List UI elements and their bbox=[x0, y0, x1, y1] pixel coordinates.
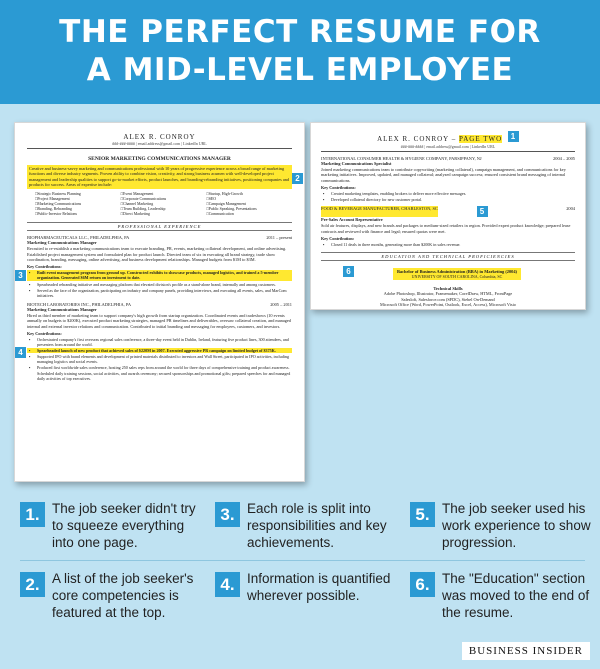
tip-item bbox=[410, 570, 595, 632]
divider bbox=[27, 148, 292, 149]
marker-1: 1 bbox=[508, 131, 519, 142]
job-description: Recruited to re-establish a marketing communications team to execute branding, PR, events, marketing collateral development, and online advertising. Established project management system and formulated plan for product launch. Directed team of six in executing all brand strategy, trade show coordination, branding, messaging, online advertising, and business development relationships. Managed budgets from $1M to $3M. bbox=[27, 246, 287, 262]
job-dates: 2005 – 2011 bbox=[270, 301, 292, 307]
competency-item: □ Startup, High-Growth bbox=[206, 192, 292, 197]
tip-text: Each role is split into responsibilities and key achievements. bbox=[247, 501, 387, 550]
resume-page-one bbox=[14, 122, 305, 482]
tip-number: 1. bbox=[20, 502, 45, 527]
bullet-text: Built event management program from ground up. Constructed exhibits to showcase products, managed logistics, and trained a 5-member organization. Generated $6M return on investment to date. bbox=[37, 270, 279, 281]
section-heading-education: EDUCATION AND TECHNICAL PROFICIENCIES bbox=[321, 252, 575, 261]
marker-4: 4 bbox=[15, 347, 26, 358]
title-banner bbox=[0, 0, 600, 104]
bullet-highlight bbox=[18, 270, 292, 281]
tip-number: 4. bbox=[215, 572, 240, 597]
brand-logo: BUSINESS INSIDER bbox=[462, 642, 590, 660]
bullet-highlight bbox=[18, 348, 292, 358]
job-company-highlight: FOOD & BEVERAGE MANUFACTURER, CHARLESTON, SC bbox=[321, 206, 438, 217]
resume-contact: ###-###-#### | email.address@gmail.com | LinkedIn URL bbox=[112, 141, 207, 146]
bullet-text: ▪ Supported IPO with brand elements and development of printed materials distributed to investors and Wall Street, participated in IPO activities, including managing logistics and social events. bbox=[27, 354, 292, 364]
job-dates: 2004 – 2005 bbox=[553, 156, 575, 161]
divider bbox=[20, 560, 585, 561]
competency-item: □ Event Management bbox=[121, 192, 207, 197]
tip-item bbox=[20, 500, 205, 562]
tip-item bbox=[215, 570, 400, 632]
bullet-text: ▪ Created marketing templates, enabling brokers to deliver more effective messages. bbox=[321, 191, 575, 196]
job-role: Marketing Communications Specialist bbox=[321, 161, 392, 166]
title-line-2: A MID-LEVEL EMPLOYEE bbox=[86, 52, 514, 88]
tech-line: Adobe Photoshop, Illustrator, Framemaker, CorelDraw, HTML, FrontPage bbox=[383, 291, 513, 297]
tip-item bbox=[410, 500, 595, 562]
tip-number: 6. bbox=[410, 572, 435, 597]
competency-item: □ Public-Investor Relations bbox=[35, 212, 121, 217]
competency-item: □ Strategic Business Planning bbox=[35, 192, 121, 197]
job-description: Joined marketing communications team to contribute copywriting (marketing collateral), campaign management, and communications for key marketing initiatives. Improved, updated, and managed collateral; analyzed campaign success; ensured consistent brand messaging of internal communications. bbox=[321, 167, 566, 183]
competency-item: □ Branding, Rebranding bbox=[35, 207, 121, 212]
tip-text: The "Education" section was moved to the end of the resume. bbox=[442, 571, 590, 620]
tech-line: Salesloft, Salesforce.com (SFDC), Siebel On-Demand bbox=[401, 296, 495, 302]
key-contributions-label: Key Contributions: bbox=[27, 264, 62, 270]
resume-contact: ###-###-#### | email.address@gmail.com | LinkedIn URL bbox=[400, 144, 496, 149]
job-role: Marketing Communications Manager bbox=[27, 240, 97, 246]
bullet-text: ▪ Produced first worldwide sales conference, hosting 250 sales reps from around the world for three days of comprehensive training and product awareness. Scheduled daily training sessions, social activities, and awards ceremony; secured sponsorships and promotional gifts; prepared speeches for and managed daily activities of top executives. bbox=[27, 365, 292, 380]
summary-highlight bbox=[27, 165, 300, 189]
job-header bbox=[321, 206, 575, 217]
education-highlight bbox=[393, 268, 521, 280]
bullet-text: ▪ Spearheaded rebranding initiative and messaging platform that elevated division's profile as a stand-alone brand, internally and among customers. bbox=[27, 282, 292, 287]
competency-item: □ Team Building, Leadership bbox=[121, 207, 207, 212]
competency-item: □ Channel Marketing bbox=[121, 202, 207, 207]
tip-number: 2. bbox=[20, 572, 45, 597]
key-contributions-label: Key Contributions: bbox=[321, 185, 356, 191]
education-block bbox=[321, 265, 575, 283]
tip-item bbox=[215, 500, 400, 562]
competency-item: □ Direct Marketing bbox=[121, 212, 207, 217]
tip-number: 5. bbox=[410, 502, 435, 527]
tip-item bbox=[20, 570, 205, 632]
marker-6: 6 bbox=[343, 266, 354, 277]
summary-text: Creative and business-savvy marketing and communications professional with 10 years of progressive experience across a broad range of marketing functions and diverse industry segments. Proven ability to combine vision, creativity, and strong business acumen with well-developed project management and leadership qualities to support go-to-market efforts, product launches, and branding-rebranding initiatives, positioning companies and products for success. Areas of expertise include: bbox=[29, 166, 290, 188]
marker-3: 3 bbox=[15, 270, 26, 281]
tip-number: 3. bbox=[215, 502, 240, 527]
resume-name: ALEX R. CONROY bbox=[123, 133, 196, 141]
marker-2: 2 bbox=[292, 173, 303, 184]
section-heading-experience: PROFESSIONAL EXPERIENCE bbox=[27, 222, 292, 231]
job-company: BIOTECH LABORATORIES INC., PHILADELPHIA, PA bbox=[27, 301, 132, 307]
bullet-text: ▪ Served as the face of the organization, participating on industry and company panels, providing interviews, and executing all events, sales, and MarCom initiatives. bbox=[27, 288, 292, 298]
tip-text: Information is quantified wherever possible. bbox=[247, 571, 391, 603]
tip-text: The job seeker didn't try to squeeze everything into one page. bbox=[52, 501, 196, 550]
job-description: Sold air features, displays, and new brands and packages to medium-sized retailers in region. Provided expert product knowledge; prepared lease contracts and reviewed with finance and legal; ensured quotas were met. bbox=[321, 223, 571, 234]
key-contributions-label: Key Contributions: bbox=[27, 331, 62, 336]
bullet-text: Spearheaded launch of new product that achieved sales of $220M in 2007. Executed aggressive PR campaign on limited budget of $375K. bbox=[37, 348, 276, 354]
page-title bbox=[0, 0, 600, 89]
tips-section bbox=[0, 488, 600, 638]
job-role: Pre-Sales Account Representative bbox=[321, 217, 383, 223]
competencies-list bbox=[35, 192, 292, 217]
competency-item: □ Project Management bbox=[35, 197, 121, 202]
tech-title: Technical Skills bbox=[433, 286, 463, 292]
job-description: Hired as third member of marketing team to support company's high growth from startup organization. Coordinated events and tradeshows (10 events annually on budgets to $200K), executed product marketing strategies, managed PR timelines and deliverables, oversaw collateral creation, and managed internal and external investor relations and communication. Contributed to initial branding and messaging for employees, customers, and investors. bbox=[27, 312, 291, 329]
competency-item: □ Corporate Communications bbox=[121, 197, 207, 202]
job-company: BIOPHARMACEUTICALS LLC., PHILADELPHIA, PA bbox=[27, 235, 130, 241]
bullet-text: ▪ Closed 11 deals in three months, generating more than $200K in sales revenue. bbox=[321, 242, 575, 247]
job-company: INTERNATIONAL CONSUMER HEALTH & HYGIENE COMPANY, PARSIPPANY, NJ bbox=[321, 156, 482, 161]
competency-item: □ Marketing Communications bbox=[35, 202, 121, 207]
marker-5: 5 bbox=[477, 206, 488, 217]
competency-item: □ Public Speaking, Presentations bbox=[206, 207, 292, 212]
job-role: Marketing Communications Manager bbox=[27, 306, 97, 312]
bullet-text: ▪ Orchestrated company's first overseas regional sales conference, a three-day event held in Dublin, Ireland, featuring five product lines, 300 attendees, and presenters from around the world. bbox=[27, 337, 292, 347]
school: UNIVERSITY OF SOUTH CAROLINA, Columbia, SC bbox=[411, 274, 503, 280]
resume-name-text: ALEX R. CONROY – bbox=[377, 135, 459, 143]
resume-name bbox=[321, 133, 575, 144]
competency-item: □ SEO bbox=[206, 197, 292, 202]
bullet-text: ▪ Developed collateral directory for new customer portal. bbox=[321, 197, 575, 202]
divider bbox=[321, 151, 575, 152]
tech-line: Microsoft Office (Word, PowerPoint, Outlook, Excel, Access), Microsoft Visio bbox=[380, 302, 516, 308]
resume-page-two bbox=[310, 122, 586, 310]
resume-title: SENIOR MARKETING COMMUNICATIONS MANAGER bbox=[88, 156, 231, 162]
page-two-label: PAGE TWO bbox=[458, 135, 503, 143]
tip-text: The job seeker used his work experience to show progression. bbox=[442, 501, 591, 550]
competency-item: □ Communication bbox=[206, 212, 292, 217]
title-line-1: THE PERFECT RESUME FOR bbox=[59, 14, 541, 50]
tip-text: A list of the job seeker's core competencies is featured at the top. bbox=[52, 571, 194, 620]
key-contributions-label: Key Contribution: bbox=[321, 236, 355, 242]
degree: Bachelor of Business Administration (BBA) in Marketing (2004) bbox=[396, 269, 518, 275]
job-dates: 2004 bbox=[566, 206, 575, 212]
competency-item: □ Campaign Management bbox=[206, 202, 292, 207]
job-dates: 2011 – present bbox=[266, 235, 292, 241]
